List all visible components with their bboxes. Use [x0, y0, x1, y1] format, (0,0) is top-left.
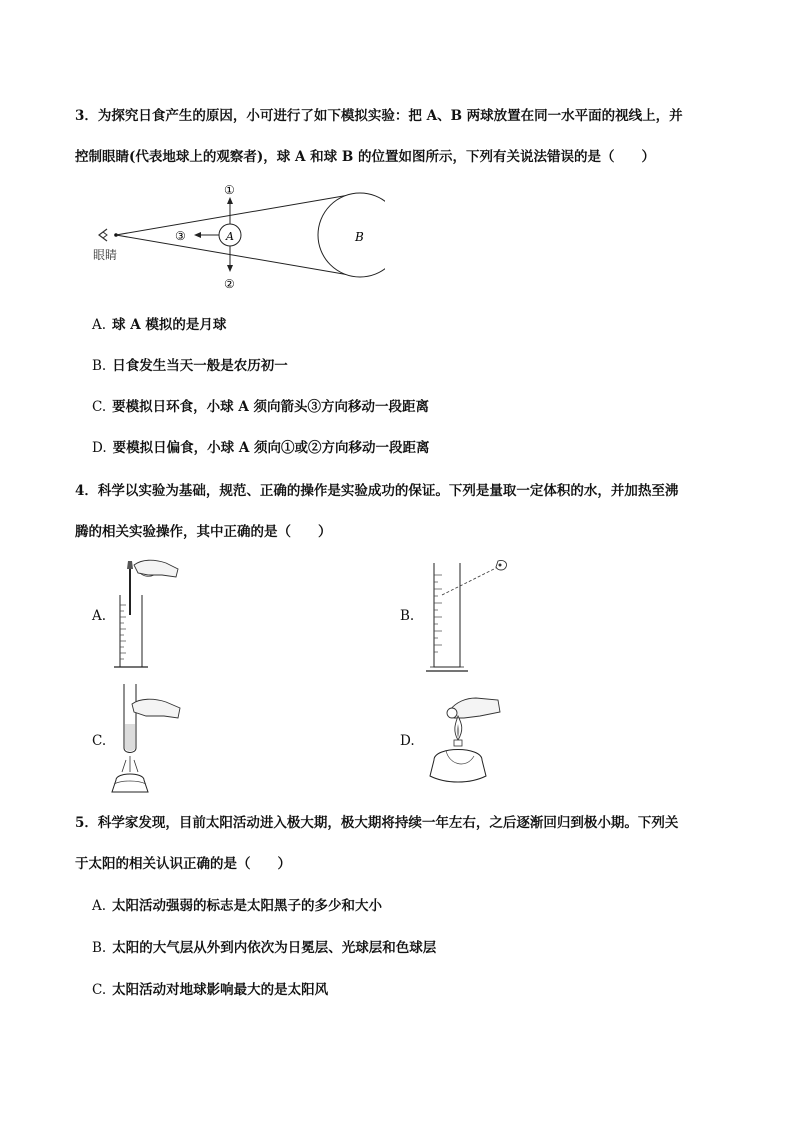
q3-option-c: C. 要模拟日环食，小球 A 须向箭头③方向移动一段距离: [92, 399, 430, 415]
ball-b: [318, 193, 385, 277]
q5-stem-line2: 于太阳的相关认识正确的是（ ）: [75, 856, 291, 872]
q4-option-a-letter: A.: [92, 608, 107, 624]
q4-option-b-figure: [420, 555, 520, 680]
q4-stem-line2: 腾的相关实验操作，其中正确的是（ ）: [75, 524, 332, 540]
q4-option-c-figure: [110, 680, 190, 800]
q4-option-c-letter: C.: [92, 733, 107, 749]
q3-option-d: D. 要模拟日偏食，小球 A 须向①或②方向移动一段距离: [92, 440, 430, 456]
q4-option-d-figure: [420, 680, 510, 800]
eye-label: 眼睛: [93, 248, 118, 262]
q3-option-a: A. 球 A 模拟的是月球: [92, 317, 227, 333]
q3-stem-line2: 控制眼睛(代表地球上的观察者)，球 A 和球 B 的位置如图所示，下列有关说法错误的是（ ）: [75, 149, 655, 165]
ball-a-label: A: [226, 230, 234, 243]
q4-stem-line1: 4．科学以实验为基础，规范、正确的操作是实验成功的保证。下列是量取一定体积的水，并加热至沸: [75, 483, 679, 499]
q4-option-a-figure: [110, 555, 190, 675]
q4-option-b-letter: B.: [400, 608, 415, 624]
q5-option-b: B. 太阳的大气层从外到内依次为日冕层、光球层和色球层: [92, 940, 437, 956]
arrow-left-label: ③: [175, 229, 186, 243]
q5-option-c: C. 太阳活动对地球影响最大的是太阳风: [92, 982, 329, 998]
q5-stem-line1: 5．科学家发现，目前太阳活动进入极大期，极大期将持续一年左右，之后逐渐回归到极小期。下列关: [75, 815, 679, 831]
eye-icon: [99, 229, 118, 241]
q3-stem-line1: 3．为探究日食产生的原因，小可进行了如下模拟实验：把 A、B 两球放置在同一水平面的视线上，并: [75, 108, 683, 124]
q4-option-d-letter: D.: [400, 733, 415, 749]
q5-option-a: A. 太阳活动强弱的标志是太阳黑子的多少和大小: [92, 898, 383, 914]
q3-option-b: B. 日食发生当天一般是农历初一: [92, 358, 288, 374]
arrow-up-label: ①: [224, 183, 235, 197]
arrow-down-label: ②: [224, 277, 235, 291]
ball-b-label: B: [355, 230, 364, 244]
q3-eclipse-figure: [85, 180, 385, 295]
